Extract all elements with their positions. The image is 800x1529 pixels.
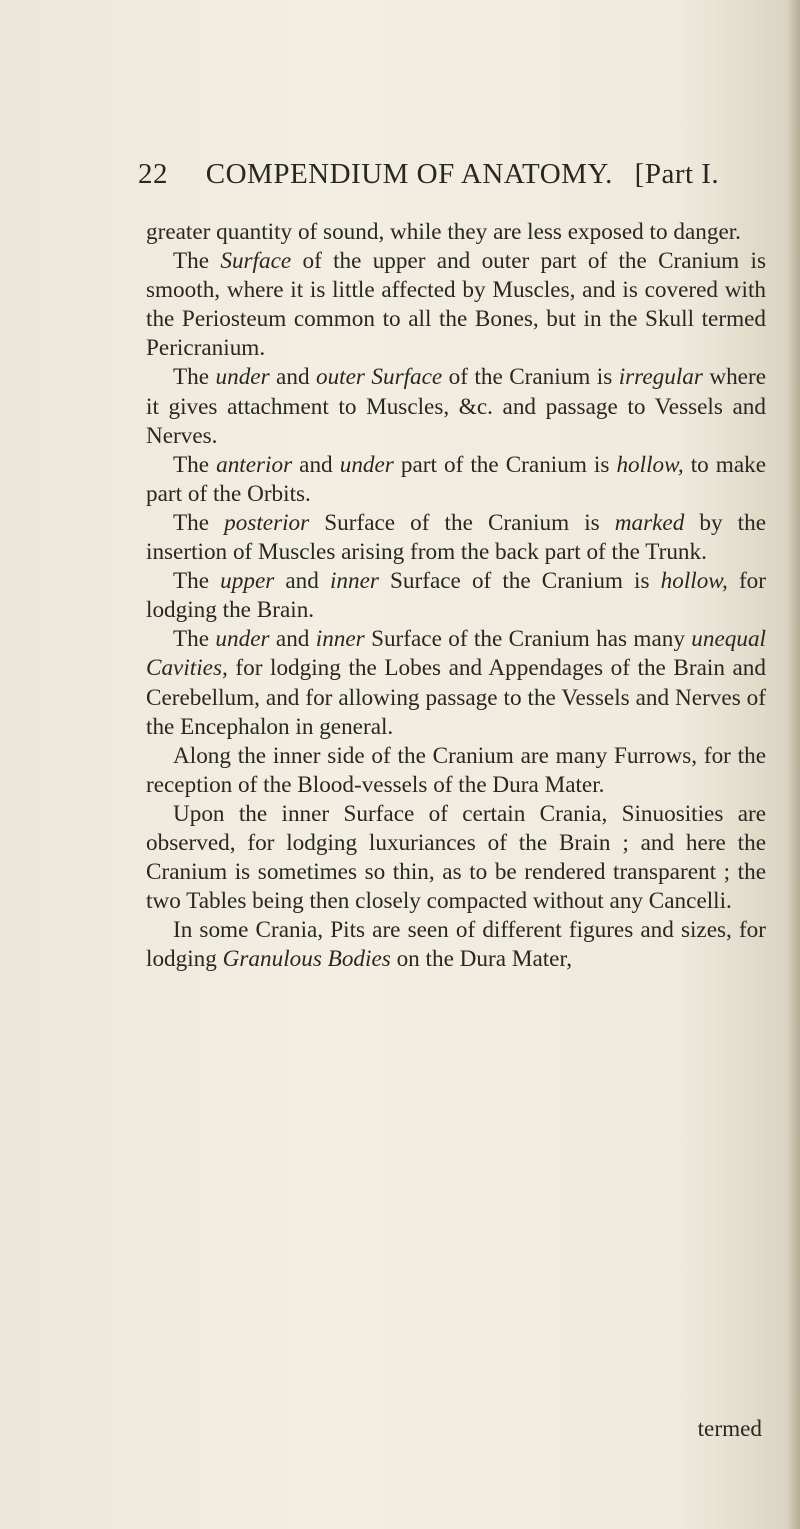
paragraph xyxy=(146,625,766,741)
italic-text: Granulous Bodies xyxy=(222,946,391,973)
text-run: for lodging the Brain. xyxy=(146,568,766,624)
italic-text: under xyxy=(215,626,270,653)
page-number: 22 xyxy=(138,158,168,190)
paragraph xyxy=(146,567,766,625)
text-run: The xyxy=(173,568,221,595)
italic-text: inner xyxy=(315,626,365,653)
italic-text: irregular xyxy=(618,364,703,391)
text-run: and xyxy=(269,364,316,391)
text-run: on the Dura Mater, xyxy=(390,946,573,973)
text-run: Surface of the Cranium has many xyxy=(364,626,692,653)
body-text xyxy=(146,218,766,974)
text-run: Surface of the Cranium is xyxy=(378,568,661,595)
paragraph xyxy=(146,742,766,800)
italic-text: upper xyxy=(220,568,275,595)
text-run: and xyxy=(274,568,330,595)
text-run: where it gives attachment to Muscles, &c. and passage to Vessels and Nerves. xyxy=(146,364,766,449)
italic-text: outer Surface xyxy=(315,364,443,391)
text-run: The xyxy=(173,451,217,478)
text-run: greater quantity of sound, while they are less exposed to danger. xyxy=(146,219,741,245)
text-run: The xyxy=(173,248,221,275)
italic-text: marked xyxy=(614,509,685,536)
running-title: COMPENDIUM OF ANATOMY. xyxy=(205,158,613,190)
catchword: termed xyxy=(697,1416,762,1442)
italic-text: under xyxy=(215,364,270,391)
text-run: and xyxy=(292,451,340,478)
text-run: Upon the inner Surface of certain Crania, Sinuosities are observed, for lodging luxuriances of the Brain ; and here the Cranium is sometimes so thin, as to be rendered transparent ; the two Tables being then closely compacted without any Cancelli. xyxy=(146,800,766,915)
italic-text: unequal Cavities, xyxy=(146,626,766,682)
text-run: by the insertion of Muscles arising from the back part of the Trunk. xyxy=(146,509,767,566)
text-run: for lodging the Lobes and Appendages of the Brain and Cerebellum, and for allowing passage to the Vessels and Nerves of the Encephalon in general. xyxy=(146,655,766,740)
italic-text: inner xyxy=(329,568,379,595)
text-run: part of the Cranium is xyxy=(393,451,617,478)
italic-text: hollow, xyxy=(660,568,728,595)
text-run: Surface of the Cranium is xyxy=(309,509,615,536)
paragraph xyxy=(146,800,766,916)
text-run: of the upper and outer part of the Cranium is smooth, where it is little affected by Muscles, and is covered with the Periosteum common to all the Bones, but in the Skull termed Pericranium. xyxy=(146,248,766,362)
paragraph xyxy=(146,363,766,450)
paragraph xyxy=(146,916,766,974)
page-edge-shadow xyxy=(786,0,800,1529)
italic-text: posterior xyxy=(224,509,310,536)
text-run: of the Cranium is xyxy=(442,364,619,391)
paragraph xyxy=(146,509,766,567)
italic-text: anterior xyxy=(216,451,293,478)
italic-text: hollow, xyxy=(616,451,684,478)
paragraph xyxy=(146,218,766,247)
text-run: The xyxy=(173,364,216,391)
text-run: and xyxy=(269,626,316,653)
text-run: to make part of the Orbits. xyxy=(146,451,767,507)
paragraph xyxy=(146,247,766,363)
italic-text: Surface xyxy=(220,248,292,275)
text-run: Along the inner side of the Cranium are many Furrows, for the reception of the Blood-vessels of the Dura Mater. xyxy=(146,742,766,798)
text-run: The xyxy=(173,509,225,536)
part-label: [Part I. xyxy=(634,158,720,190)
text-run: The xyxy=(173,626,216,653)
italic-text: under xyxy=(339,451,394,478)
running-header xyxy=(138,158,758,191)
paragraph xyxy=(146,451,766,509)
text-run: In some Crania, Pits are seen of different figures and sizes, for lodging xyxy=(146,917,766,973)
